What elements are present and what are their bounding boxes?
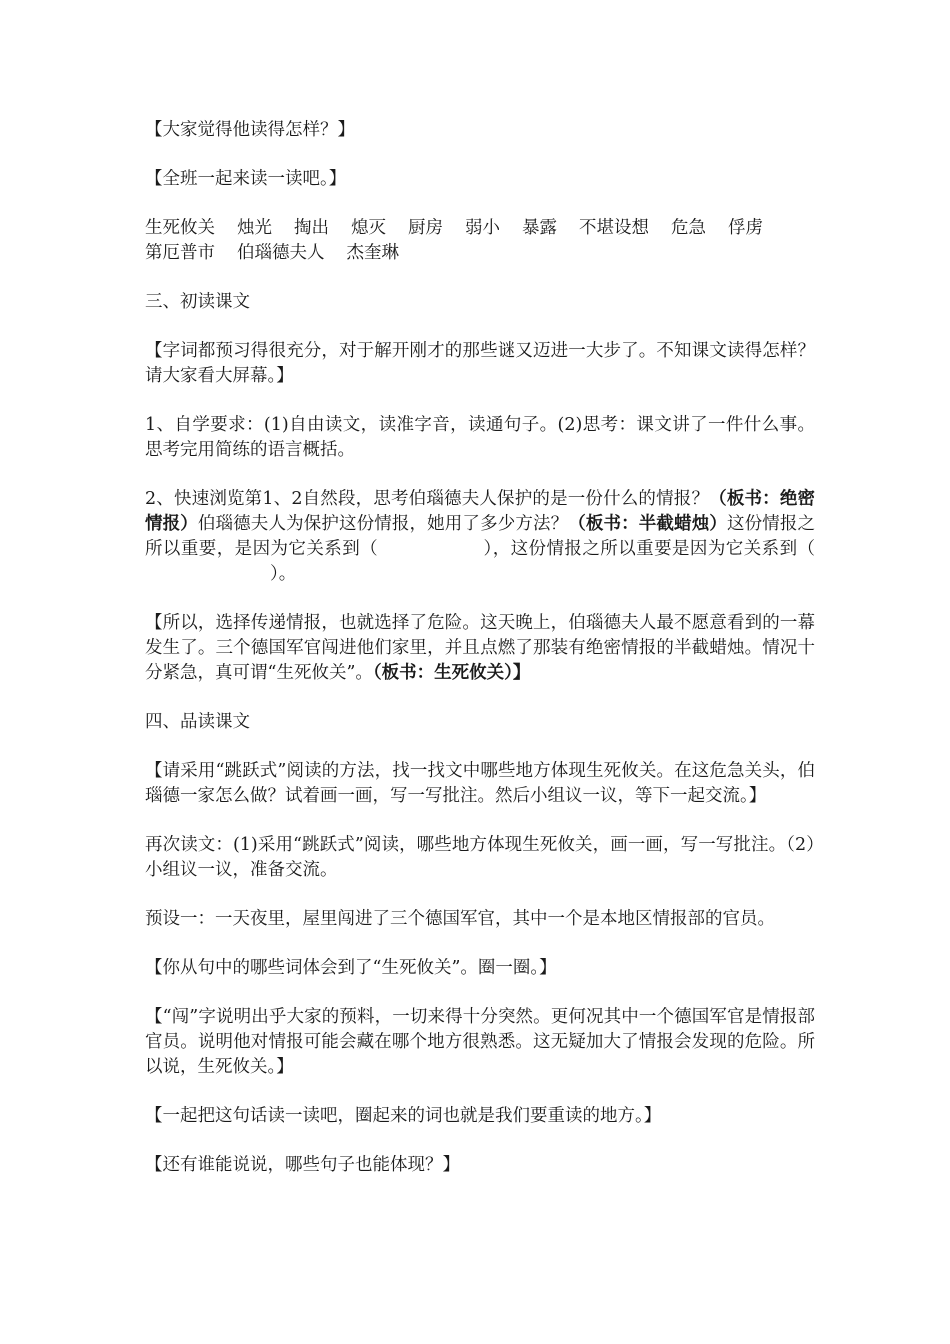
p7-text-c: 】 (512, 663, 531, 683)
p6-text-f: ）。 (270, 564, 297, 584)
document-page (145, 118, 815, 1202)
paragraph-9: 再次读文：(1)采用“跳跃式”阅读，哪些地方体现生死攸关，画一画，写一写批注。（2）小组议一议，准备交流。 (145, 835, 815, 880)
board-note-life-death: （板书：生死攸关） (372, 663, 513, 683)
vocab-word: 烛光 (237, 218, 272, 238)
vocab-word: 暴露 (522, 218, 557, 238)
vocab-word: 生死攸关 (145, 218, 215, 238)
paragraph-5: 1、自学要求：(1)自由读文，读准字音，读通句子。(2)思考：课文讲了一件什么事。思考完用简练的语言概括。 (145, 415, 815, 460)
vocab-word: 第厄普市 (145, 243, 215, 263)
paragraph-4: 【字词都预习得很充分，对于解开刚才的那些谜又迈进一大步了。不知课文读得怎样？请大家看大屏幕。】 (145, 341, 815, 386)
paragraph-14: 【还有谁能说说，哪些句子也能体现？】 (145, 1155, 460, 1175)
paragraph-12: 【“闯”字说明出乎大家的预料，一切来得十分突然。更何况其中一个德国军官是情报部官员。说明他对情报可能会藏在哪个地方很熟悉。这无疑加大了情报会发现的危险。所以说，生死攸关。】 (145, 1007, 815, 1077)
vocabulary-list (145, 216, 815, 266)
p6-text-e: ），这份情报之所以重要是因为它关系到（ (483, 539, 816, 559)
vocab-word: 伯瑙德夫人 (237, 243, 325, 263)
paragraph-11: 【你从句中的哪些词体会到了“生死攸关”。圈一圈。】 (145, 958, 557, 978)
p6-text-c: 伯瑙德夫人为保护这份情报，她用了多少方法？ (197, 514, 569, 534)
section-heading-4: 四、品读课文 (145, 712, 250, 732)
board-note-secret-intel: （板书：绝密情报） (145, 489, 816, 534)
vocab-word: 杰奎琳 (346, 243, 399, 263)
paragraph-13: 【一起把这句话读一读吧，圈起来的词也就是我们要重读的地方。】 (145, 1106, 662, 1126)
vocab-word: 俘虏 (728, 218, 763, 238)
p6-text-d: 这份情报之所以重要，是因为它关系到（ (145, 514, 816, 559)
paragraph-8: 【请采用“跳跃式”阅读的方法，找一找文中哪些地方体现生死攸关。在这危急关头，伯瑙德一家怎么做？试着画一画，写一写批注。然后小组议一议，等下一起交流。】 (145, 761, 815, 806)
vocab-word: 不堪设想 (579, 218, 649, 238)
p7-text-a: 【所以，选择传递情报，也就选择了危险。这天晚上，伯瑙德夫人最不愿意看到的一幕发生了。三个德国军官闯进他们家里，并且点燃了那装有绝密情报的半截蜡烛。情况十分紧急，真可谓“生死攸关”。 (145, 613, 815, 683)
vocab-word: 掏出 (294, 218, 329, 238)
board-note-half-candle: （板书：半截蜡烛） (568, 514, 727, 534)
vocab-word: 危急 (671, 218, 706, 238)
p6-text-a: 2、快速浏览第1、2自然段，思考伯瑙德夫人保护的是一份什么的情报？ (145, 489, 710, 509)
vocab-word: 厨房 (408, 218, 443, 238)
vocab-word: 熄灭 (351, 218, 386, 238)
paragraph-7 (145, 611, 815, 686)
vocab-word: 弱小 (465, 218, 500, 238)
paragraph-2: 【全班一起来读一读吧。】 (145, 169, 347, 189)
paragraph-6 (145, 487, 815, 587)
paragraph-1: 【大家觉得他读得怎样？】 (145, 120, 355, 140)
section-heading-3: 三、初读课文 (145, 292, 250, 312)
paragraph-10: 预设一：一天夜里，屋里闯进了三个德国军官，其中一个是本地区情报部的官员。 (145, 909, 775, 929)
